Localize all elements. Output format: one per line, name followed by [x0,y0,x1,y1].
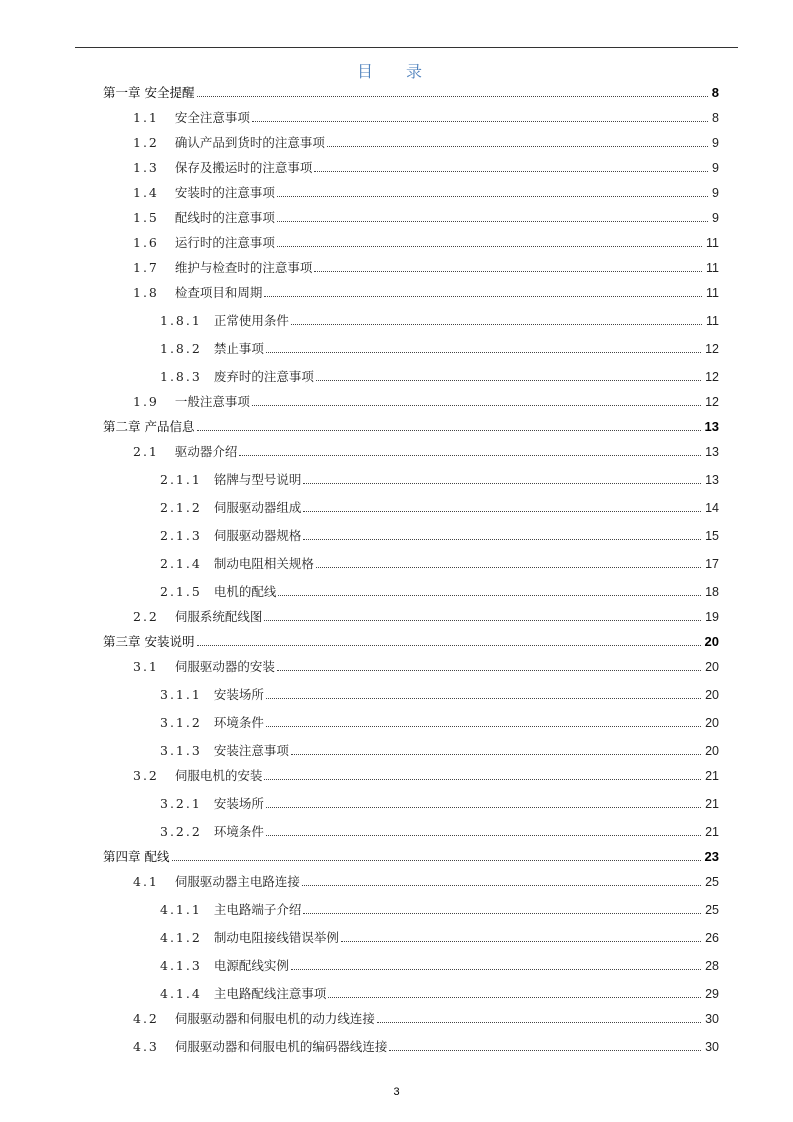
toc-entry-title: 驱动器介绍 [174,444,238,459]
toc-page-number: 23 [704,849,719,864]
toc-page-number: 30 [705,1040,719,1054]
toc-chapter-entry[interactable] [103,849,719,865]
toc-entry-title: 安装时的注意事项 [174,185,275,200]
toc-page-number: 11 [706,236,719,250]
toc-page-number: 9 [712,136,719,150]
toc-entry-title: 安装场所 [213,796,264,811]
toc-section-entry[interactable] [133,285,719,301]
toc-dot-leader [316,567,701,568]
toc-page-number: 14 [705,501,719,515]
toc-entry-title: 确认产品到货时的注意事项 [174,135,325,150]
toc-dot-leader [302,885,701,886]
toc-page-number: 11 [706,261,719,275]
toc-chapter-entry[interactable] [103,634,719,650]
toc-entry-title: 配线时的注意事项 [174,210,275,225]
toc-entry-number: 4.1 [133,874,159,889]
toc-page-number: 13 [704,419,719,434]
toc-dot-leader [266,352,701,353]
toc-dot-leader [277,670,701,671]
toc-section-entry[interactable] [133,185,719,201]
toc-entry-number: 1.4 [133,185,159,200]
toc-entry-title: 伺服驱动器主电路连接 [174,874,300,889]
toc-entry-title: 主电路端子介绍 [213,902,302,917]
toc-section-entry[interactable] [133,609,719,625]
toc-section-entry[interactable] [133,1039,719,1055]
toc-page-number: 18 [705,585,719,599]
toc-page-number: 11 [706,286,719,300]
toc-page-number: 25 [705,903,719,917]
toc-section-entry[interactable] [133,444,719,460]
toc-entry-number: 第二章 [103,419,141,434]
toc-entry-number: 4.3 [133,1039,159,1054]
toc-entry-number: 4.1.1 [160,902,202,917]
toc-dot-leader [278,595,701,596]
toc-entry-title: 伺服驱动器的安装 [174,659,275,674]
toc-dot-leader [277,246,702,247]
toc-subsection-entry[interactable] [160,556,719,572]
toc-title: 目 录 [356,62,437,81]
toc-page-number: 17 [705,557,719,571]
toc-entry-number: 1.7 [133,260,159,275]
toc-page-number: 21 [705,825,719,839]
toc-subsection-entry[interactable] [160,796,719,812]
toc-dot-leader [264,620,701,621]
toc-entry-number: 1.8.1 [160,313,202,328]
toc-entry-number: 2.1.5 [160,584,202,599]
toc-page-number: 19 [705,610,719,624]
toc-entry-title: 伺服驱动器组成 [213,500,302,515]
toc-page-number: 9 [712,186,719,200]
toc-entry-number: 2.2 [133,609,159,624]
toc-section-entry[interactable] [133,235,719,251]
toc-page-number: 11 [706,314,719,328]
toc-dot-leader [341,941,701,942]
toc-entry-number: 1.5 [133,210,159,225]
toc-subsection-entry[interactable] [160,824,719,840]
toc-subsection-entry[interactable] [160,369,719,385]
toc-entry-number: 3.1.2 [160,715,202,730]
toc-entry-title: 伺服电机的安装 [174,768,263,783]
toc-page-number: 20 [705,688,719,702]
toc-dot-leader [266,726,701,727]
toc-entry-number: 第一章 [103,85,141,100]
toc-dot-leader [291,969,701,970]
toc-dot-leader [197,96,708,97]
toc-entry-title: 伺服系统配线图 [174,609,263,624]
toc-entry-title: 运行时的注意事项 [174,235,275,250]
toc-dot-leader [277,196,708,197]
toc-dot-leader [377,1022,701,1023]
toc-page-number: 20 [705,716,719,730]
toc-page-number: 12 [705,395,719,409]
toc-page-number: 8 [711,85,719,100]
toc-dot-leader [264,296,702,297]
toc-dot-leader [264,779,701,780]
toc-entry-number: 3.2.1 [160,796,202,811]
toc-section-entry[interactable] [133,874,719,890]
toc-page-number: 21 [705,797,719,811]
toc-page-number: 8 [712,111,719,125]
toc-entry-title: 制动电阻接线错误举例 [213,930,339,945]
toc-entry-title: 伺服驱动器和伺服电机的编码器线连接 [174,1039,388,1054]
toc-page-number: 13 [705,473,719,487]
toc-entry-title: 维护与检查时的注意事项 [174,260,313,275]
page-number: 3 [393,1086,400,1098]
toc-entry-title: 环境条件 [213,824,264,839]
toc-dot-leader [316,380,701,381]
toc-page-number: 12 [705,342,719,356]
toc-entry-number: 4.2 [133,1011,159,1026]
toc-dot-leader [277,221,708,222]
toc-page-number: 20 [704,634,719,649]
toc-section-entry[interactable] [133,110,719,126]
toc-dot-leader [291,754,701,755]
toc-dot-leader [197,645,701,646]
toc-subsection-entry[interactable] [160,930,719,946]
toc-entry-title: 安全提醒 [144,85,195,100]
toc-page-number: 26 [705,931,719,945]
toc-entry-title: 配线 [144,849,170,864]
toc-entry-number: 3.2.2 [160,824,202,839]
toc-entry-number: 2.1.2 [160,500,202,515]
toc-section-entry[interactable] [133,260,719,276]
toc-dot-leader [389,1050,701,1051]
toc-entry-title: 安装注意事项 [213,743,289,758]
toc-dot-leader [252,405,701,406]
toc-subsection-entry[interactable] [160,313,719,329]
toc-entry-number: 4.1.4 [160,986,202,1001]
toc-entry-number: 3.1.1 [160,687,202,702]
toc-page-number: 25 [705,875,719,889]
toc-entry-number: 1.6 [133,235,159,250]
toc-entry-number: 2.1.4 [160,556,202,571]
toc-dot-leader [252,121,708,122]
toc-entry-number: 1.8.3 [160,369,202,384]
toc-entry-title: 禁止事项 [213,341,264,356]
toc-entry-title: 伺服驱动器规格 [213,528,302,543]
toc-page-number: 28 [705,959,719,973]
toc-entry-title: 制动电阻相关规格 [213,556,314,571]
toc-entry-title: 电机的配线 [213,584,277,599]
toc-entry-title: 环境条件 [213,715,264,730]
toc-subsection-entry[interactable] [160,500,719,516]
toc-entry-title: 安装说明 [144,634,195,649]
toc-dot-leader [239,455,701,456]
toc-entry-number: 1.3 [133,160,159,175]
toc-subsection-entry[interactable] [160,584,719,600]
toc-section-entry[interactable] [133,160,719,176]
toc-section-entry[interactable] [133,135,719,151]
toc-dot-leader [327,146,708,147]
toc-entry-title: 废弃时的注意事项 [213,369,314,384]
toc-entry-title: 主电路配线注意事项 [213,986,327,1001]
toc-entry-number: 3.1 [133,659,159,674]
toc-section-entry[interactable] [133,768,719,784]
toc-dot-leader [303,913,701,914]
toc-subsection-entry[interactable] [160,687,719,703]
toc-chapter-entry[interactable] [103,85,719,101]
toc-page-number: 15 [705,529,719,543]
toc-entry-number: 1.8 [133,285,159,300]
toc-dot-leader [266,698,701,699]
toc-entry-title: 铭牌与型号说明 [213,472,302,487]
toc-entry-number: 2.1 [133,444,159,459]
toc-subsection-entry[interactable] [160,986,719,1002]
toc-chapter-entry[interactable] [103,419,719,435]
toc-subsection-entry[interactable] [160,715,719,731]
toc-page-number: 29 [705,987,719,1001]
toc-page-number: 20 [705,744,719,758]
toc-dot-leader [303,483,701,484]
toc-page-number: 9 [712,211,719,225]
toc-section-entry[interactable] [133,1011,719,1027]
toc-entry-number: 2.1.3 [160,528,202,543]
toc-dot-leader [266,807,701,808]
toc-entry-title: 检查项目和周期 [174,285,263,300]
toc-page-number: 30 [705,1012,719,1026]
toc-entry-title: 安全注意事项 [174,110,250,125]
toc-dot-leader [172,860,701,861]
toc-dot-leader [303,511,701,512]
toc-entry-number: 3.2 [133,768,159,783]
toc-dot-leader [314,271,702,272]
toc-subsection-entry[interactable] [160,472,719,488]
toc-dot-leader [303,539,701,540]
toc-subsection-entry[interactable] [160,743,719,759]
toc-entry-title: 产品信息 [144,419,195,434]
toc-subsection-entry[interactable] [160,902,719,918]
toc-subsection-entry[interactable] [160,341,719,357]
toc-entry-number: 1.8.2 [160,341,202,356]
toc-section-entry[interactable] [133,394,719,410]
toc-page-number: 9 [712,161,719,175]
toc-entry-number: 2.1.1 [160,472,202,487]
toc-dot-leader [197,430,701,431]
toc-entry-number: 1.9 [133,394,159,409]
toc-entry-title: 保存及搬运时的注意事项 [174,160,313,175]
toc-dot-leader [291,324,702,325]
toc-dot-leader [314,171,708,172]
toc-entry-title: 电源配线实例 [213,958,289,973]
toc-entry-number: 第四章 [103,849,141,864]
toc-entry-number: 1.1 [133,110,159,125]
toc-entry-number: 4.1.3 [160,958,202,973]
toc-dot-leader [328,997,701,998]
toc-entry-title: 伺服驱动器和伺服电机的动力线连接 [174,1011,375,1026]
toc-page-number: 20 [705,660,719,674]
toc-page-number: 21 [705,769,719,783]
toc-subsection-entry[interactable] [160,528,719,544]
toc-page-number: 13 [705,445,719,459]
toc-entry-title: 正常使用条件 [213,313,289,328]
toc-section-entry[interactable] [133,210,719,226]
toc-section-entry[interactable] [133,659,719,675]
toc-entry-number: 3.1.3 [160,743,202,758]
toc-entry-title: 安装场所 [213,687,264,702]
toc-dot-leader [266,835,701,836]
toc-page-number: 12 [705,370,719,384]
toc-entry-title: 一般注意事项 [174,394,250,409]
toc-entry-number: 4.1.2 [160,930,202,945]
toc-entry-number: 第三章 [103,634,141,649]
toc-entry-number: 1.2 [133,135,159,150]
toc-subsection-entry[interactable] [160,958,719,974]
